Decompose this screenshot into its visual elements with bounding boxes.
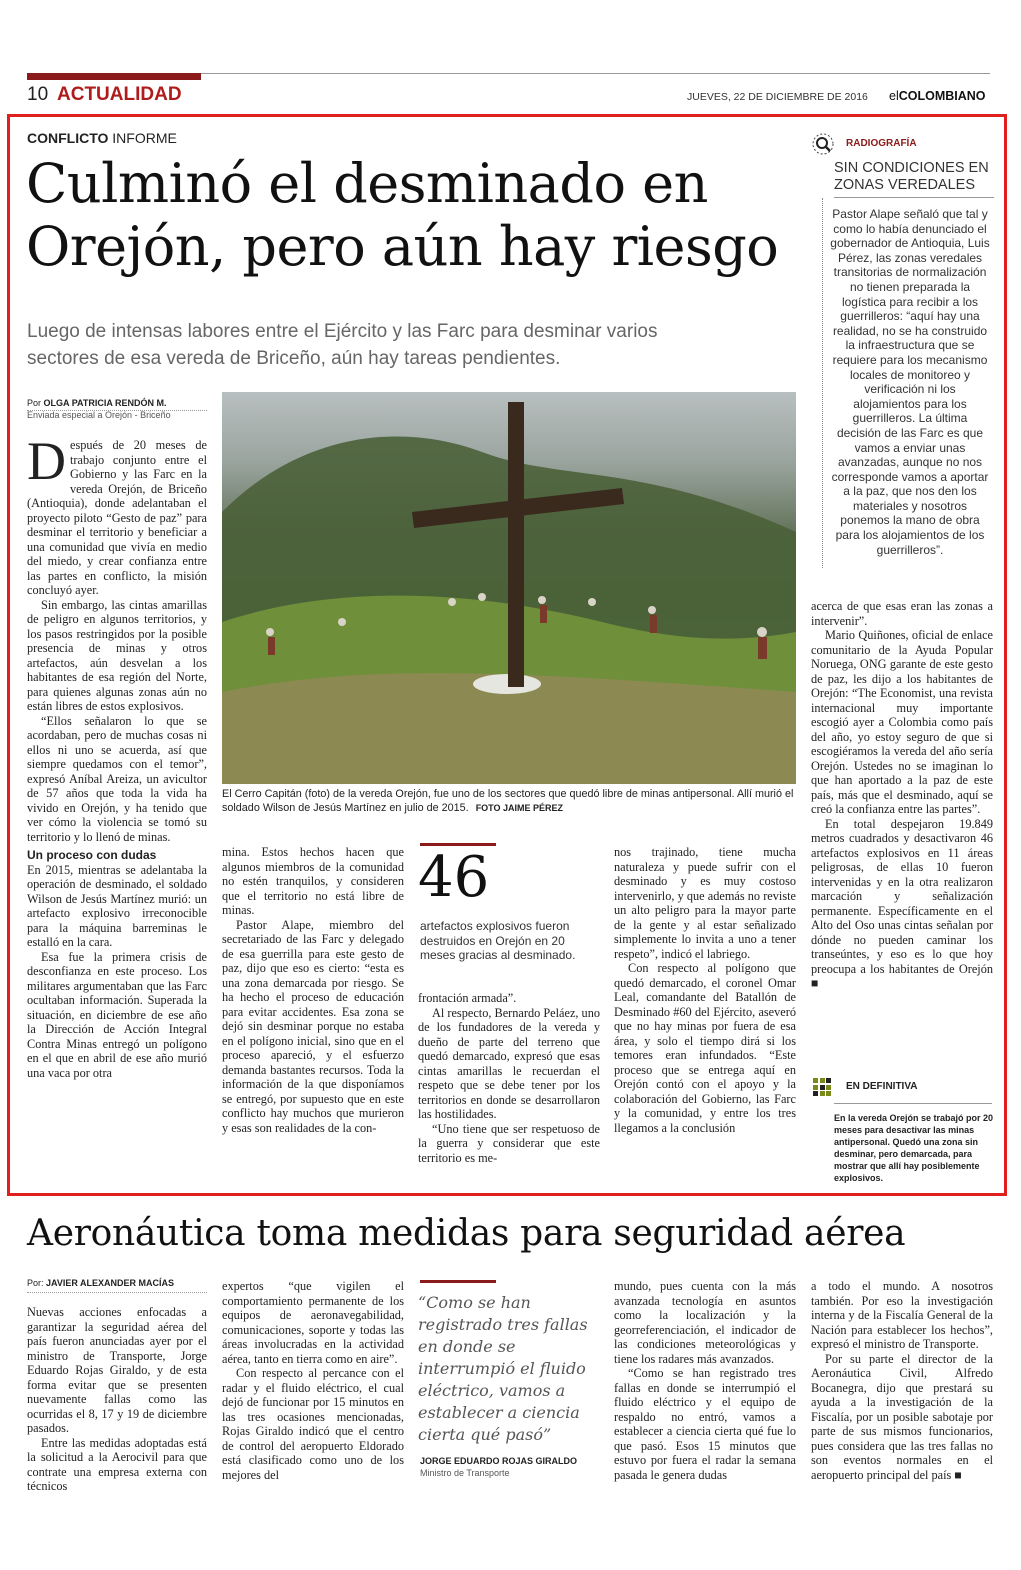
stat-number: 46 [418,845,490,910]
stat-text: artefactos explosivos fueron destruidos en Orejón en 20 meses gracias al desminado. [420,919,576,962]
en-definitiva-rule [834,1103,992,1104]
magnifier-icon [812,133,834,160]
byline: Por OLGA PATRICIA RENDÓN M. Enviada especial a Orejón - Briceño [27,398,171,420]
header-section-bar [27,73,201,80]
article-column-2: mina. Estos hechos hacen que algunos miembros de la comunidad no estén tranquilos, y consideren que el territorio no está libre de minas. Pastor Alape, miembro del secretariado de las Farc y delegado de esa guerrilla para este gesto de paz, dijo que eso es cierto: “esta es una zona demarcada por riesgo. Se ha hecho el proceso de educación para evitar accidentes. Esa zona se dejó sin desminar porque no estaba en el polígono inicial, sino que en el proceso apareció, y el esfuerzo demanda bastantes recursos. Toda la información de la que disponíamos se entregó, por supuesto que en este conflicto hay muchos que murieron y esas son realidades de la con- [222,845,404,1135]
en-definitiva-label: EN DEFINITIVA [846,1081,918,1092]
subheading: Un proceso con dudas [27,848,157,862]
article-column-4: nos trajinado, tiene mucha naturaleza y puede sufrir con el desminado y es muy costoso intervenirlo, y que además no reviste un alto peligro para la mayor parte de la gente y al estar señalizado simplemente lo invita a uno a tener respeto”, indicó el labriego. Con respecto al polígono que quedó demarcado, el coronel Omar Leal, comandante del Batallón de Desminado #60 del Ejército, aseveró que no hay minas por fuera de esa área, y solo el tiempo dirá si los temores eran infundados. “Este proceso que se entrega aquí en Orejón contó con el apoyo y la colaboración del Gobierno, las Farc y la comunidad, y entre los tres llegamos a la conclusión [614,845,796,1135]
article-2-column-5: a todo el mundo. A nosotros también. Por eso la investigación interna y de la Fiscalía General de la Nación para establecer los hechos”, expresó el ministro de Transporte. Por su parte el director de la Aeronáutica Civil, Alfredo Bocanegra, dijo que prestará su ayuda a la investigación de la Fiscalía, por un posible sabotaje por parte de sus mismos funcionarios, pues considera que las tres fallas no son eventos normales en el aeropuerto principal del país ■ [811,1279,993,1482]
article-column-1: D espués de 20 meses de trabajo conjunto entre el Gobierno y las Farc en la vereda Orejón, de Briceño (Antioquia), donde adelantaban el proyecto piloto “Gesto de paz” para desminar el territorio y beneficiar a una comunidad que vivía en medio del miedo, y crear confianza entre las partes en conflicto, la misión concluyó ayer. Sin embargo, las cintas amarillas de peligro en algunos territorios, y los pasos restringidos por la posible presencia de minas y otros artefactos, aún desvelan a los habitantes de esa región del Norte, para quienes algunas zonas aún no están libres de estos explosivos. “Ellos señalaron lo que se acordaban, pero de muchas cosas ni ellos ni uno se acuerda, así que siempre quedamos con el temor”, expresó Aníbal Areiza, un avicultor de 57 años que toda la vida ha vivido en Orejón, y ha tenido que ver cómo la violencia se tomó su territorio y lo llenó de minas. Un proceso con dudas En 2015, mientras se adelantaba la operación de desminado, el soldado Wilson de Jesús Martínez murió: un artefacto explosivo irreconocible para la máquina barreminas le estalló en la cara. Esa fue la primera crisis de desconfianza en este proceso. Los militares argumentaban que las Farc ocultaban información. Superada la situación, en diciembre de ese año la Dirección de Acción Integral Contra Minas entregó un polígono en el que en abril de ese año murió una vaca por otra [27,431,207,1080]
issue-date: JUEVES, 22 DE DICIEMBRE DE 2016 [687,91,868,103]
article-column-5: acerca de que esas eran las zonas a intervenir”. Mario Quiñones, oficial de enlace comunitario de la Ayuda Popular Noruega, ONG garante de este gesto de paz, les dijo a los habitantes de Orejón: “The Economist, una revista internacional muy importante escogió ayer a Colombia como país del año, yo estoy seguro de que si escogiéramos la vereda del año sería Orejón. Ustedes no se imaginan lo que han aportado a la paz de este país, más que el desminado, aquí se creó la confianza entre las partes”. En total despejaron 19.849 metros cuadrados y desactivaron 46 artefactos explosivos en 11 áreas peligrosas, de ellas 10 fueron intervenidas y en la otra realizaron marcación y señalización permanente. Específicamente en el Alto del Oso unas cintas señalan por dónde no pueden caminar los transeúntes, y eso es lo que hoy preocupa a los habitantes de Orejón ■ [811,599,993,990]
photo-caption: El Cerro Capitán (foto) de la vereda Orejón, fue uno de los sectores que quedó libre de minas antipersonal. Allí murió el soldado Wilson de Jesús Martínez en julio de 2015. FOTO JAIME PÉREZ [222,788,794,814]
article-2-byline-rule [27,1292,207,1293]
article-kicker: CONFLICTO INFORME [27,130,177,146]
article-2-column-2: expertos “que vigilen el comportamiento permanente de los equipos de aeronavegabilidad, comunicaciones, soporte y todas las áreas involucradas en la actividad aérea, tanto en tierra como en aire”. Con respecto al percance con el radar y el fluido eléctrico, el cual dejó de funcionar por 15 minutos en las tres ocasiones mencionadas, Rojas Giraldo indicó que el centro de control del aeropuerto Eldorado está clasificado como uno de los mejores del [222,1279,404,1482]
drop-cap: D [27,431,66,491]
article-title: Culminó el desminado en Orejón, pero aún hay riesgo [26,152,779,278]
photo-credit: FOTO JAIME PÉREZ [475,803,564,813]
article-subtitle: Luego de intensas labores entre el Ejército y las Farc para desminar varios sectores de esa vereda de Briceño, aún hay tareas pendientes. [27,321,658,369]
page-header [27,84,992,106]
photo-illustration [222,392,796,784]
en-definitiva-icon [811,1076,833,1103]
page-number: 10 [27,84,49,105]
article-2-title: Aeronáutica toma medidas para seguridad aérea [27,1213,906,1254]
pull-quote-author: JORGE EDUARDO ROJAS GIRALDO [420,1456,578,1466]
radiografia-text: Pastor Alape señaló que tal y como lo había denunciado el gobernador de Antioquia, Luis Pérez, las zonas veredales transitorias de normalización no tienen preparada la logística para recibir a los guerrilleros: “aquí hay una realidad, no se ha construido la infraestructura que se requiere para los mecanismo locales de monitoreo y verificación ni los alojamientos para los guerrilleros. La última decisión de las Farc es que vamos a enviar unas avanzadas, aunque no nos corresponde vamos a aportar a la paz, que nos den los materiales y nosotros ponemos la mano de obra para los alojamientos de los guerrilleros”. [830,207,990,557]
article-2-byline: Por: JAVIER ALEXANDER MACÍAS [27,1278,175,1288]
article-column-3: frontación armada”. Al respecto, Bernardo Peláez, uno de los fundadores de la vereda y dueño de parte del terreno que quedó demarcado, expresó que esas cintas amarillas le recuerdan el respeto que se debe tener por los territorios en donde se desarrollaron las hostilidades. “Uno tiene que ser respetuoso de la guerra y considerar que este territorio es me- [418,991,600,1165]
radiografia-label: RADIOGRAFÍA [846,138,917,149]
en-definitiva-text: En la vereda Orejón se trabajó por 20 meses para desactivar las minas antipersonal. Quedó una zona sin desminar, pero demarcada, para mostrar que allí hay posiblemente explosivos. [834,1113,994,1183]
article-2-column-4: mundo, pues cuenta con la más avanzada tecnología en asuntos como la localización y la georreferenciación, el indicador de las condiciones meteorológicas y tiene los radares más avanzados. “Como se han registrado tres fallas en donde se interrumpió el fluido eléctrico y el equipo de respaldo no entró, vamos a establecer a ciencia cierta qué fue lo que pasó. Esos 15 minutos que estuvo por fuera el radar la semana pasada le genera dudas [614,1279,796,1482]
section-name: ACTUALIDAD [57,84,182,105]
pull-quote-rule [420,1280,496,1283]
article-2-column-1: Nuevas acciones enfocadas a garantizar la seguridad aérea del país fueron anunciadas ayer por el ministro de Transporte, Jorge Eduardo Rojas Giraldo, y de esta forma evitar que se presenten nuevamente fallas como las ocurridas el 8, 17 y 19 de diciembre pasados. Entre las medidas adoptadas está la solicitud a la Aerocivil para que contrate una empresa externa con técnicos [27,1305,207,1493]
byline-dotted-rule [27,410,207,411]
pull-quote: “Como se han registrado tres fallas en donde se interrumpió el fluido eléctrico, vamos a establecer a ciencia cierta qué pasó” [418,1293,588,1444]
brand-logo: elCOLOMBIANO [889,89,986,103]
pull-quote-role: Ministro de Transporte [420,1468,510,1478]
article-photo [222,392,796,784]
radiografia-title-rule [834,197,994,198]
radiografia-title: SIN CONDICIONES EN ZONAS VEREDALES [834,160,989,193]
